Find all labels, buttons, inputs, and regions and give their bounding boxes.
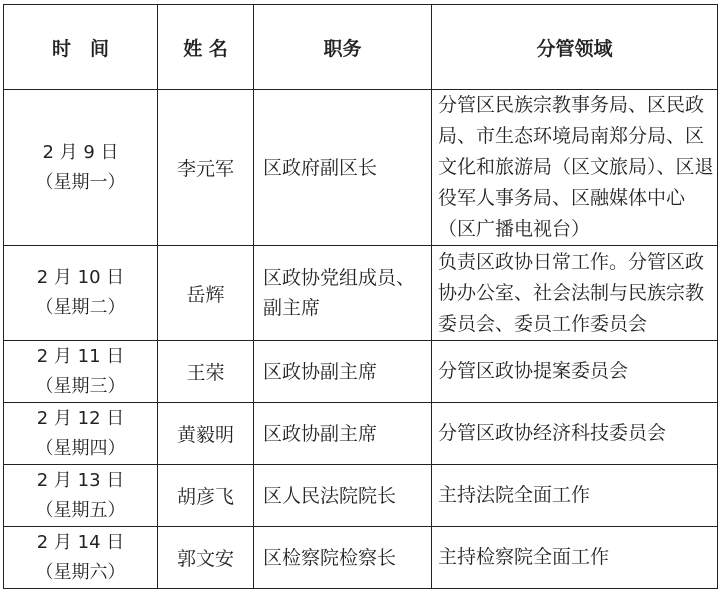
date-text: 2 月 11 日 — [36, 345, 125, 367]
cell-time — [4, 341, 158, 403]
date-text: 2 月 12 日 — [36, 407, 125, 429]
cell-role: 区人民法院院长 — [254, 465, 432, 527]
table-row — [4, 465, 718, 527]
cell-area: 主持法院全面工作 — [432, 465, 718, 527]
table-row — [4, 90, 718, 246]
table-header-row — [4, 5, 718, 90]
date-text: 2 月 13 日 — [36, 469, 125, 491]
date-text: 2 月 14 日 — [36, 531, 125, 553]
cell-name: 郭文安 — [158, 527, 254, 589]
cell-time — [4, 403, 158, 465]
header-name: 姓 名 — [158, 5, 254, 90]
cell-area: 分管区政协经济科技委员会 — [432, 403, 718, 465]
header-role: 职务 — [254, 5, 432, 90]
cell-area: 分管区政协提案委员会 — [432, 341, 718, 403]
cell-role: 区检察院检察长 — [254, 527, 432, 589]
cell-name: 黄毅明 — [158, 403, 254, 465]
cell-role: 区政府副区长 — [254, 90, 432, 246]
weekday-text: （星期三） — [35, 375, 126, 397]
weekday-text: （星期五） — [35, 499, 126, 521]
weekday-text: （星期一） — [35, 171, 126, 193]
table-row — [4, 341, 718, 403]
cell-name: 王荣 — [158, 341, 254, 403]
date-text: 2 月 10 日 — [36, 267, 125, 288]
cell-name: 李元军 — [158, 90, 254, 246]
weekday-text: （星期四） — [35, 437, 126, 459]
cell-role: 区政协副主席 — [254, 403, 432, 465]
table-row — [4, 403, 718, 465]
cell-name: 胡彦飞 — [158, 465, 254, 527]
table-row — [4, 246, 718, 341]
weekday-text: （星期六） — [35, 561, 126, 583]
cell-time — [4, 246, 158, 341]
cell-time — [4, 465, 158, 527]
cell-time — [4, 527, 158, 589]
duty-schedule-table — [3, 4, 718, 589]
cell-time — [4, 90, 158, 246]
cell-name: 岳辉 — [158, 246, 254, 341]
table-row — [4, 527, 718, 589]
cell-area: 负责区政协日常工作。分管区政协办公室、社会法制与民族宗教委员会、委员工作委员会 — [432, 246, 718, 341]
date-text: 2 月 9 日 — [42, 141, 119, 163]
cell-role: 区政协副主席 — [254, 341, 432, 403]
header-time: 时 间 — [4, 5, 158, 90]
header-area: 分管领域 — [432, 5, 718, 90]
cell-role: 区政协党组成员、副主席 — [254, 246, 432, 341]
cell-area: 分管区民族宗教事务局、区民政局、市生态环境局南郑分局、区文化和旅游局（区文旅局）、区退役军人事务局、区融媒体中心（区广播电视台） — [432, 90, 718, 246]
weekday-text: （星期二） — [35, 297, 126, 318]
cell-area: 主持检察院全面工作 — [432, 527, 718, 589]
